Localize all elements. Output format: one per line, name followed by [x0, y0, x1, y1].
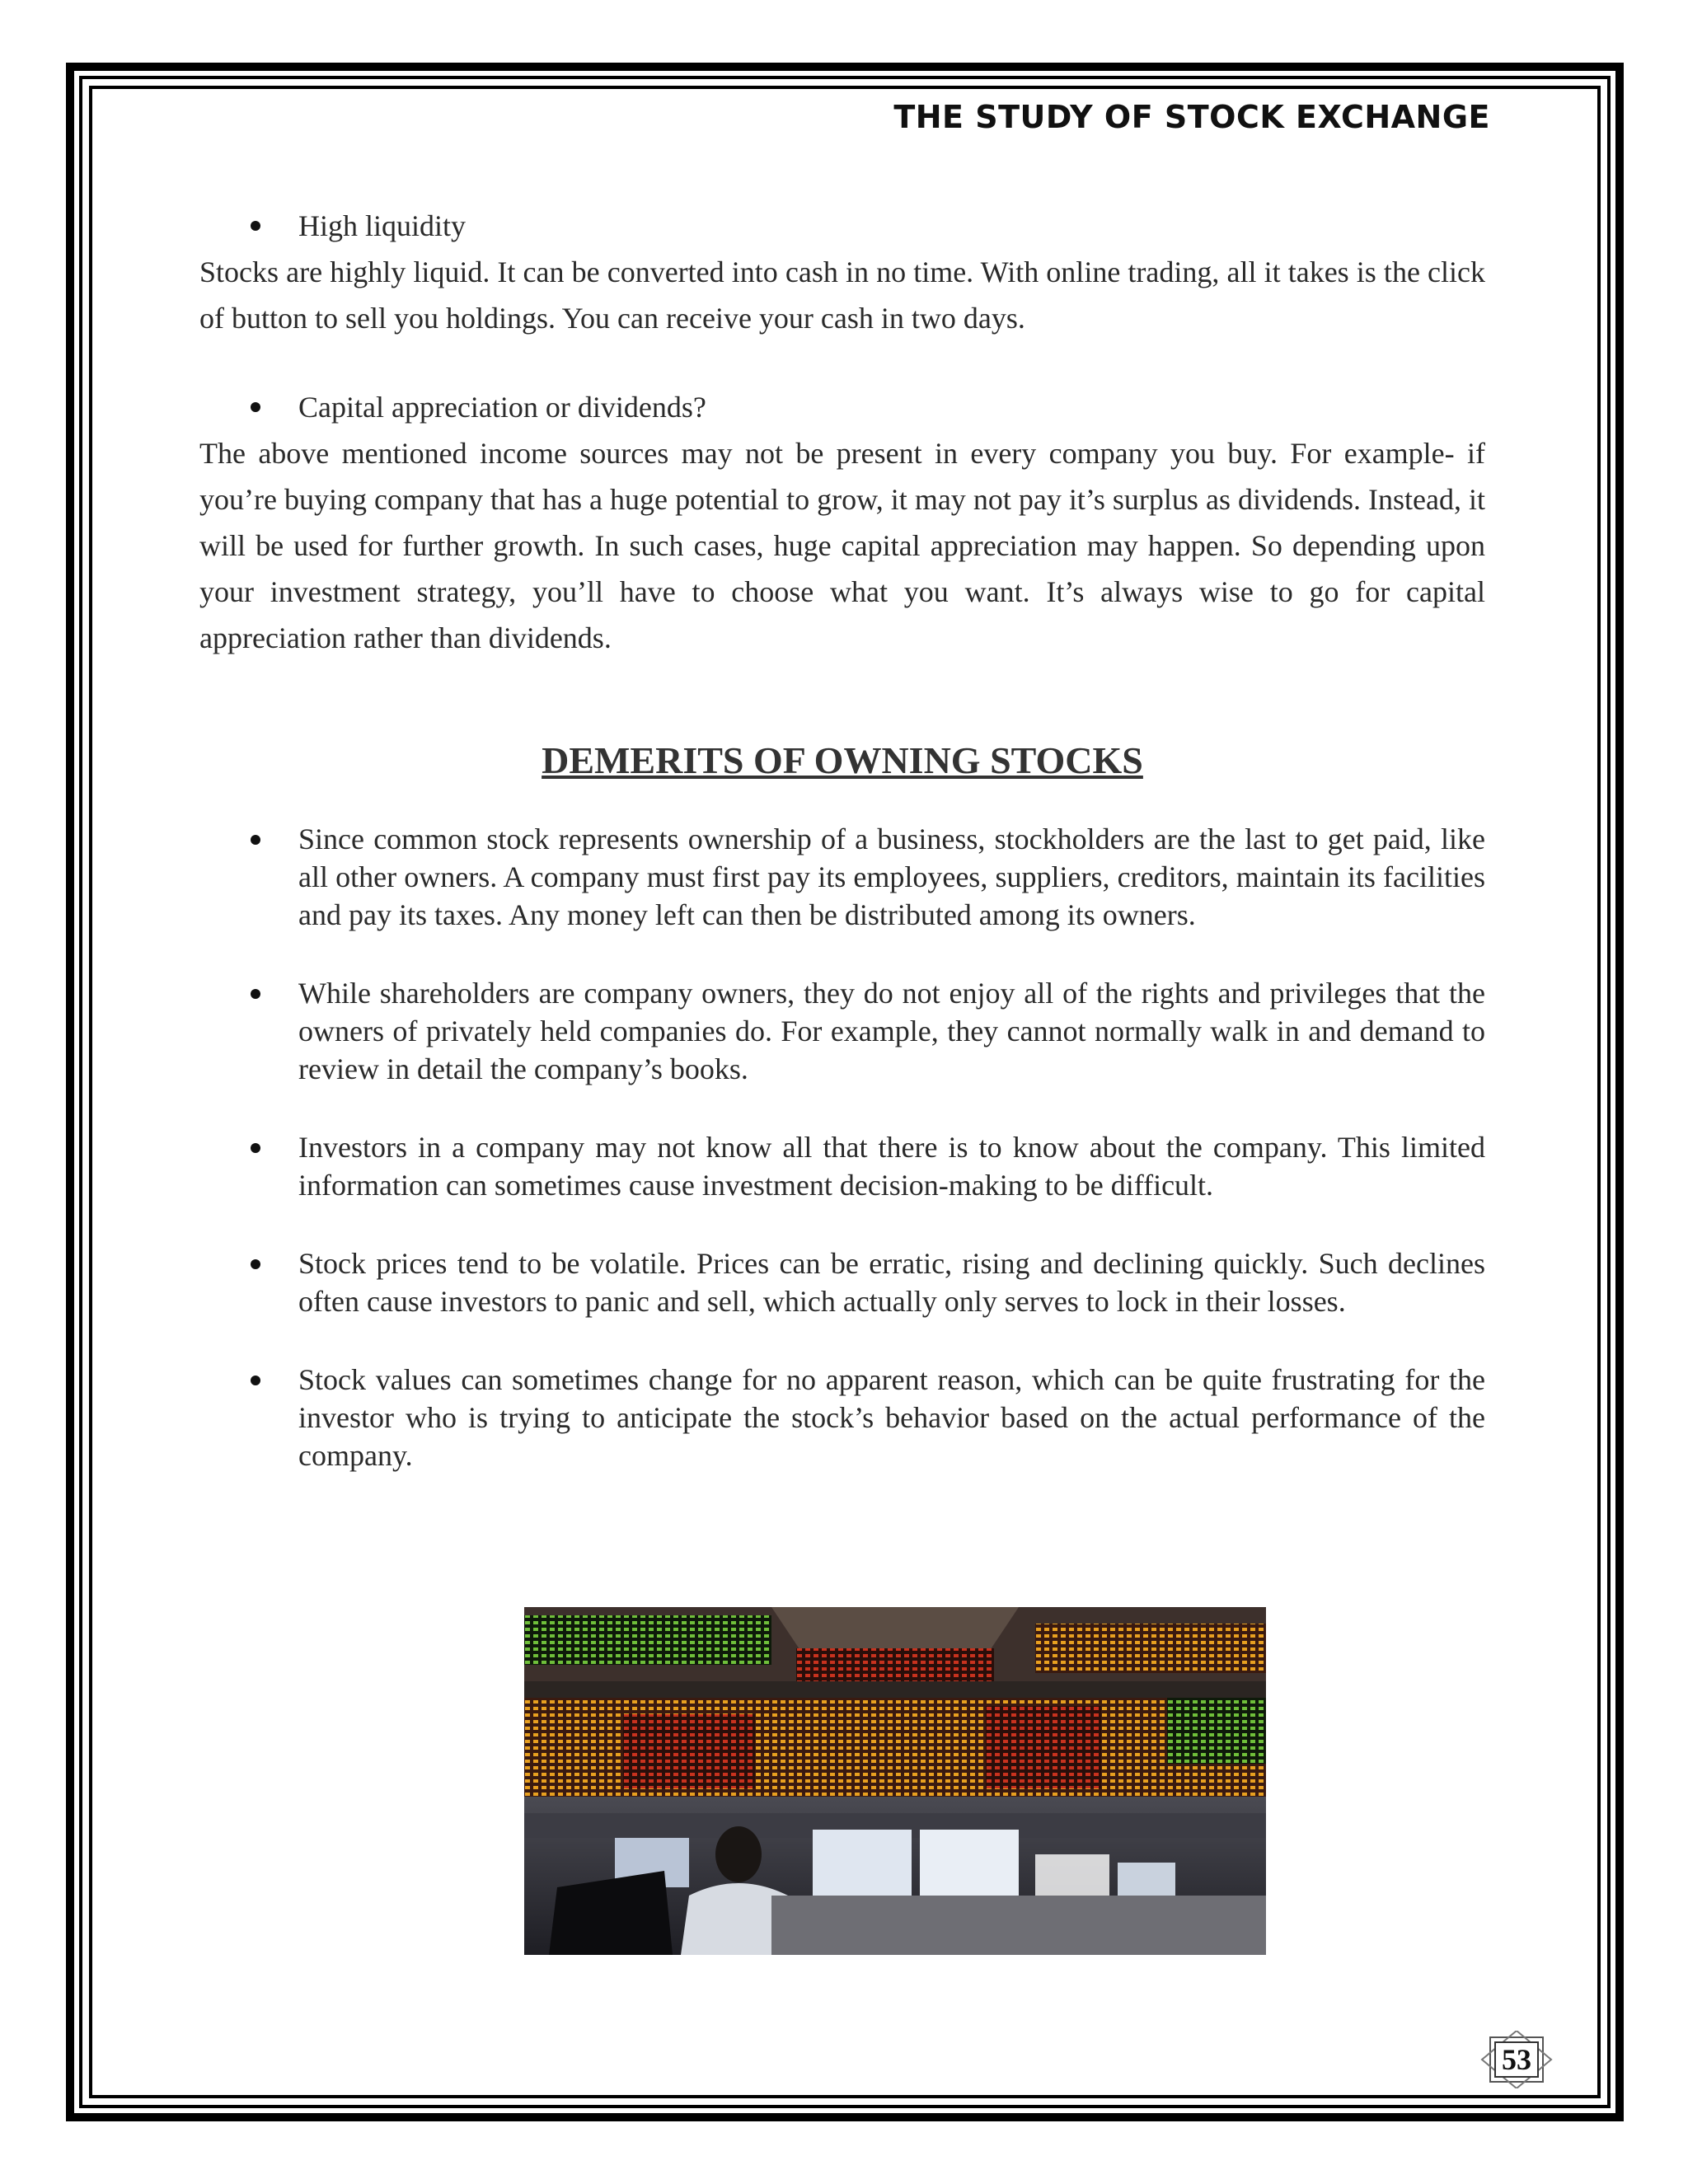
intro-paragraph-capital: The above mentioned income sources may not be present in every company you buy. For example- if you’re buying company that has a huge potential to grow, it may not pay it’s surplus as dividends. Instead, it will be used for further growth. In such cases, huge capital appreciation may happen. So depending upon your investment strategy, you’ll have to choose what you want. It’s always wise to go for capital appreciation rather than dividends. [199, 437, 1485, 654]
demerit-item: While shareholders are company owners, they do not enjoy all of the rights and privileges that the owners of privately held companies do. For example, they cannot normally walk in and demand to review in detail the company’s books. [199, 974, 1485, 1088]
running-header: THE STUDY OF STOCK EXCHANGE [893, 99, 1490, 135]
intro-paragraph-liquidity: Stocks are highly liquid. It can be converted into cash in no time. With online trading, all it takes is the click of button to sell you holdings. You can receive your cash in two days. [199, 255, 1485, 335]
trading-floor-photo [524, 1607, 1266, 1955]
demerit-item: Since common stock represents ownership of a business, stockholders are the last to get paid, like all other owners. A company must first pay its employees, suppliers, creditors, maintain its facilities and pay its taxes. Any money left can then be distributed among its owners. [199, 820, 1485, 934]
page-number-badge [1475, 2031, 1558, 2088]
page-content [199, 203, 1485, 1515]
demerit-item: Stock prices tend to be volatile. Prices can be erratic, rising and declining quickly. Such declines often cause investors to panic and sell, which actually only serves to lock in their losses. [199, 1244, 1485, 1320]
demerit-item: Stock values can sometimes change for no apparent reason, which can be quite frustrating for the investor who is trying to anticipate the stock’s behavior based on the actual performance of the company. [199, 1361, 1485, 1474]
intro-heading-capital: Capital appreciation or dividends? [199, 384, 1485, 430]
page-number: 53 [1502, 2043, 1531, 2076]
section-heading: DEMERITS OF OWNING STOCKS [542, 739, 1143, 781]
intro-heading-liquidity: High liquidity [199, 203, 1485, 249]
demerit-item: Investors in a company may not know all that there is to know about the company. This limited information can sometimes cause investment decision-making to be difficult. [199, 1128, 1485, 1204]
